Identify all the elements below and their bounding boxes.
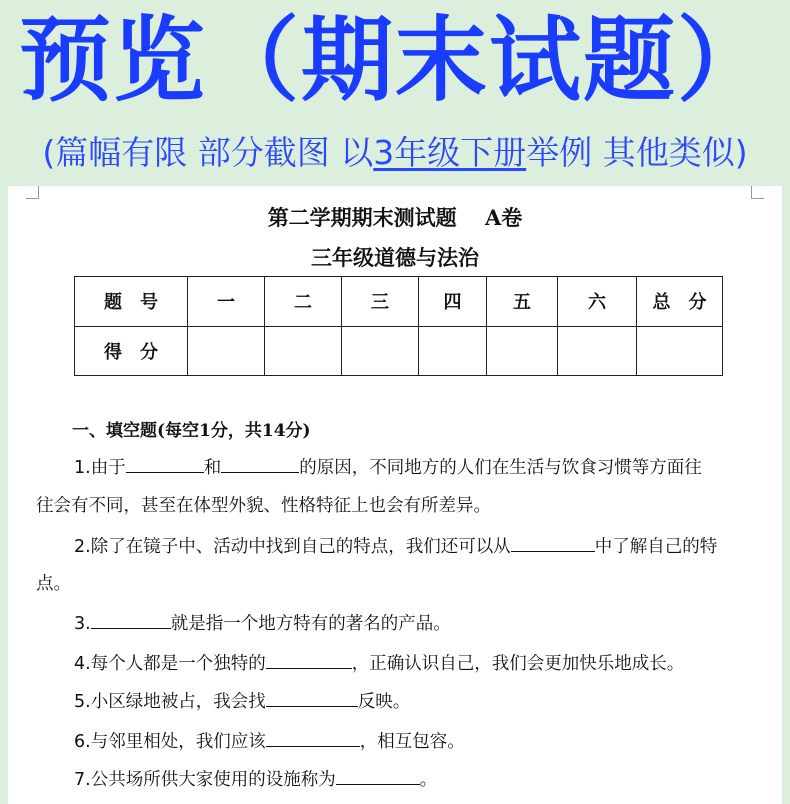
score-header-cell: 总 分 [637, 277, 723, 327]
page-corner-mark [751, 186, 764, 199]
score-cell [419, 326, 487, 376]
question-6 [74, 728, 465, 753]
score-header-cell: 三 [342, 277, 419, 327]
exam-paper [8, 186, 782, 804]
score-cell [558, 326, 637, 376]
page-corner-mark [26, 186, 39, 199]
answer-blank [266, 667, 352, 669]
score-cell [487, 326, 558, 376]
banner-title: 预览（期末试题） [18, 7, 771, 114]
banner-subtitle [0, 130, 790, 176]
answer-blank [266, 705, 358, 707]
question-text: 1.由于 [74, 458, 126, 478]
score-header-cell: 四 [419, 277, 487, 327]
question-1-line2: 往会有不同，甚至在体型外貌、性格特征上也会有所差异。 [36, 496, 491, 516]
question-2 [74, 533, 717, 558]
question-text: 反映。 [357, 692, 411, 712]
question-5 [74, 688, 410, 713]
score-header-cell: 六 [558, 277, 637, 327]
question-text: 中了解自己的特 [594, 537, 718, 557]
score-header-cell: 五 [487, 277, 558, 327]
exam-title: 第二学期期末测试题 A卷 [267, 205, 523, 230]
score-row-label: 得 分 [75, 326, 188, 376]
answer-blank [91, 627, 171, 629]
answer-blank [221, 471, 299, 473]
question-text: 4.每个人都是一个独特的 [74, 654, 266, 674]
answer-blank [511, 550, 595, 552]
question-2-line2: 点。 [36, 574, 71, 594]
score-table-header-row [75, 277, 723, 327]
question-text: 2.除了在镜子中、活动中找到自己的特点，我们还可以从 [74, 537, 511, 557]
score-cell [342, 326, 419, 376]
score-table [74, 276, 723, 376]
score-table-score-row [75, 326, 723, 376]
question-text: ，正确认识自己，我们会更加快乐地成长。 [351, 654, 685, 674]
score-cell [188, 326, 265, 376]
exam-subtitle: 三年级道德与法治 [311, 245, 479, 270]
section-heading: 一、填空题(每空1分，共14分) [72, 421, 311, 441]
question-3 [74, 610, 451, 635]
score-header-cell: 一 [188, 277, 265, 327]
question-text: 的原因，不同地方的人们在生活与饮食习惯等方面往 [299, 458, 702, 478]
question-7 [74, 766, 437, 791]
question-text: 3. [74, 614, 91, 634]
answer-blank [266, 745, 360, 747]
question-text: 7.公共场所供大家使用的设施称为 [74, 770, 336, 790]
score-cell [265, 326, 342, 376]
question-text: 5.小区绿地被占，我会找 [74, 692, 266, 712]
question-text: 就是指一个地方特有的著名的产品。 [170, 614, 451, 634]
question-text: 。 [419, 770, 438, 790]
question-4 [74, 650, 684, 675]
question-text: 和 [203, 458, 222, 478]
question-1 [74, 454, 702, 479]
score-header-cell: 二 [265, 277, 342, 327]
score-header-cell: 题 号 [75, 277, 188, 327]
question-text: 6.与邻里相处，我们应该 [74, 732, 266, 752]
score-cell [637, 326, 723, 376]
banner-subtitle-suffix: 举例 其他类似) [526, 133, 748, 172]
question-text: ，相互包容。 [359, 732, 465, 752]
banner-subtitle-grade-link[interactable]: 3年级下册 [373, 133, 527, 172]
answer-blank [126, 471, 204, 473]
answer-blank [336, 783, 420, 785]
banner-subtitle-prefix: (篇幅有限 部分截图 以 [42, 133, 374, 172]
